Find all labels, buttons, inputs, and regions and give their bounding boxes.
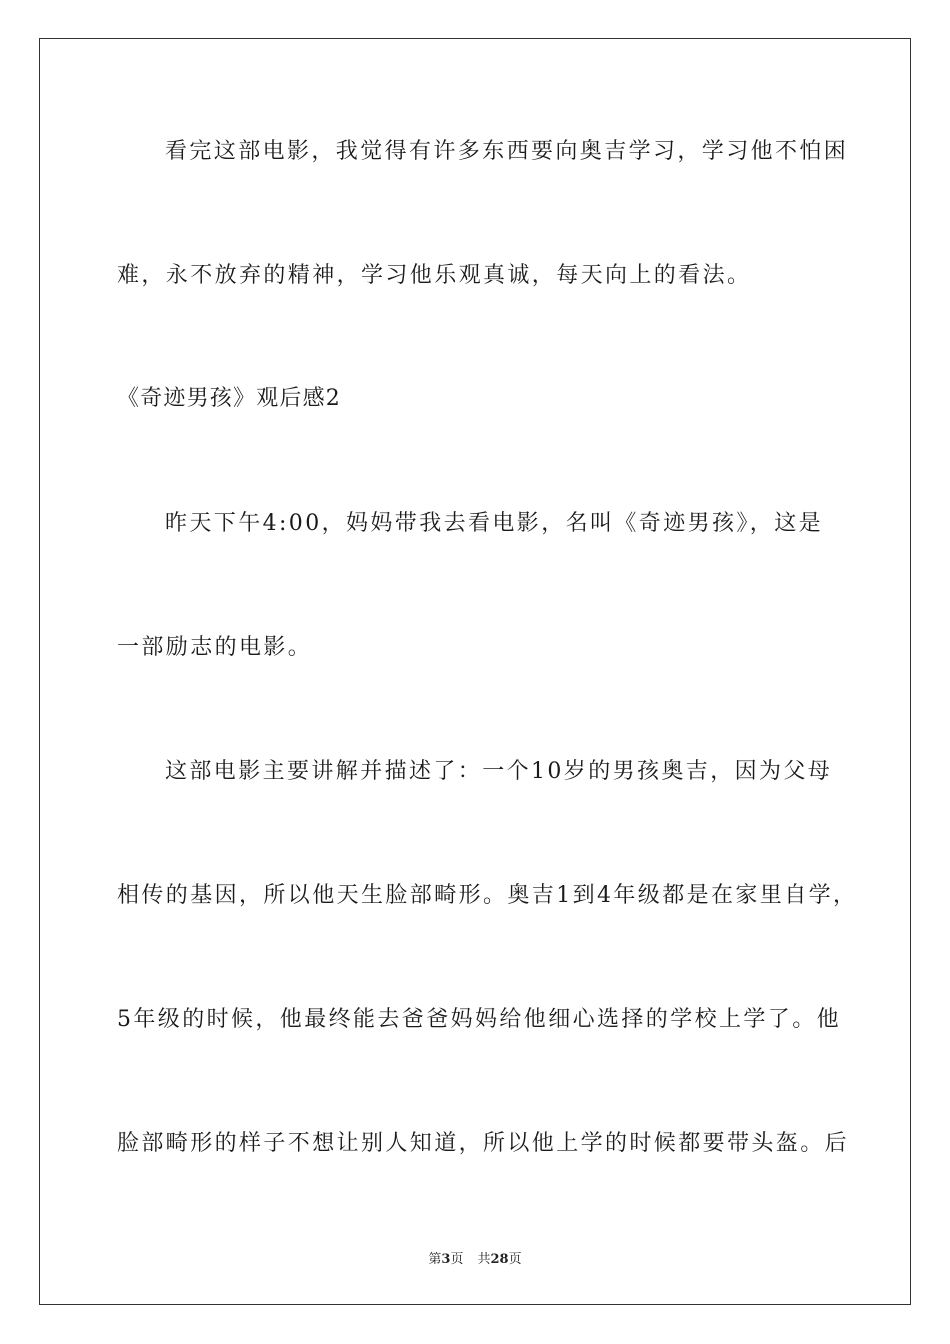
total-pages: 28 — [490, 1252, 509, 1267]
paragraph-line-7: 5年级的时候，他最终能去爸爸妈妈给他细心选择的学校上学了。他 — [117, 1007, 841, 1032]
page-footer — [0, 1248, 950, 1267]
paragraph-line-3: 昨天下午4:00，妈妈带我去看电影，名叫《奇迹男孩》，这是 — [165, 511, 824, 536]
page-prefix: 第 — [428, 1252, 442, 1267]
total-suffix: 页 — [508, 1252, 522, 1267]
paragraph-line-1: 看完这部电影，我觉得有许多东西要向奥吉学习，学习他不怕困 — [165, 139, 849, 164]
paragraph-line-4: 一部励志的电影。 — [117, 635, 313, 660]
section-heading: 《奇迹男孩》观后感2 — [117, 386, 341, 411]
page-suffix: 页 — [450, 1252, 464, 1267]
paragraph-line-6: 相传的基因，所以他天生脸部畸形。奥吉1到4年级都是在家里自学， — [117, 883, 858, 908]
paragraph-line-2: 难，永不放弃的精神，学习他乐观真诚，每天向上的看法。 — [117, 263, 752, 288]
paragraph-line-5: 这部电影主要讲解并描述了：一个10岁的男孩奥吉，因为父母 — [165, 759, 833, 784]
total-prefix: 共 — [477, 1252, 491, 1267]
page-number: 3 — [441, 1252, 451, 1267]
page-border — [39, 38, 911, 1305]
paragraph-line-8: 脸部畸形的样子不想让别人知道，所以他上学的时候都要带头盔。后 — [117, 1131, 850, 1156]
